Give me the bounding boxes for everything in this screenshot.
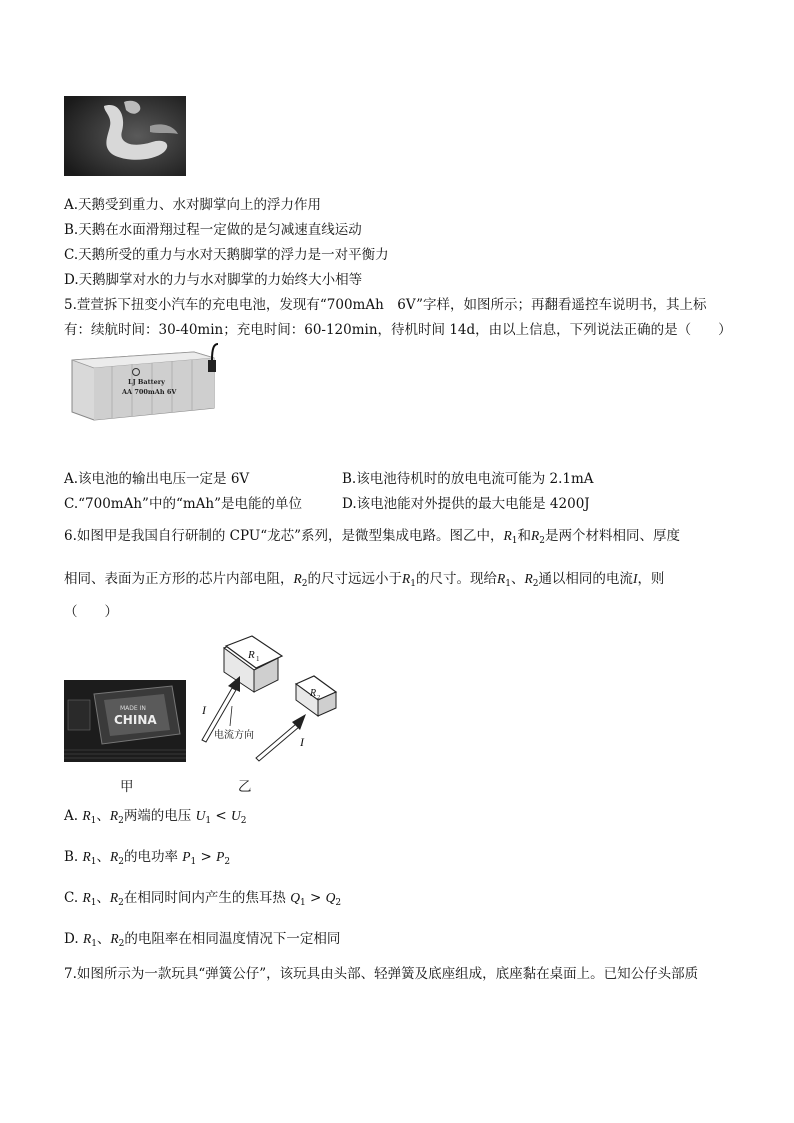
q5-option-b: B.该电池待机时的放电电流可能为 2.1mA (342, 471, 594, 487)
q5-option-d: D.该电池能对外提供的最大电能是 4200J (342, 496, 590, 512)
q6-stem-line2: 相同、表面为正方形的芯片内部电阻，$R_2$的尺寸远远小于$R_1$的尺寸。现给$R_1$、$R_2$通以相同的电流I，则 (64, 571, 665, 589)
svg-text:2: 2 (317, 694, 321, 701)
chip-text-china: CHINA (114, 713, 157, 727)
svg-text:R: R (310, 688, 317, 699)
current-direction-label: 电流方向 (214, 730, 254, 741)
q5-stem-line2: 有：续航时间：30-40min；充电时间：60-120min，待机时间 14d，由以上信息，下列说法正确的是（ ） (64, 322, 732, 338)
svg-text:R: R (248, 649, 255, 661)
q5-stem-line1: 5.萱萱拆下扭变小汽车的充电电池，发现有“700mAh 6V”字样，如图所示；再翻看遥控车说明书，其上标 (64, 297, 707, 313)
q7-stem-line1: 7.如图所示为一款玩具“弹簧公仔”，该玩具由头部、轻弹簧及底座组成，底座黏在桌面上。已知公仔头部质 (64, 966, 699, 982)
q6-option-c: C. $R_1$、$R_2$在相同时间内产生的焦耳热 $Q_1 > Q_2$ (64, 890, 342, 908)
current-label-i1: I (202, 703, 206, 717)
q4-option-d: D.天鹅脚掌对水的力与水对脚掌的力始终大小相等 (64, 272, 363, 288)
battery-label-line2: AA 700mAh 6V (122, 388, 177, 396)
resistor-diagram (196, 628, 366, 768)
current-label-i2: I (300, 735, 304, 749)
battery-photo (64, 338, 224, 430)
q5-option-a: A.该电池的输出电压一定是 6V (64, 471, 250, 487)
chip-text-made-in: MADE IN (120, 705, 146, 712)
current-arrow-r2 (256, 714, 306, 761)
q6-stem-line3: （ ） (64, 604, 118, 620)
caption-jia: 甲 (120, 779, 134, 795)
swan-photo (64, 96, 186, 176)
q4-option-b: B.天鹅在水面滑翔过程一定做的是匀减速直线运动 (64, 222, 362, 238)
q4-option-a: A.天鹅受到重力、水对脚掌向上的浮力作用 (64, 197, 322, 213)
q6-option-d: D. $R_1$、$R_2$的电阻率在相同温度情况下一定相同 (64, 931, 341, 949)
q4-option-c: C.天鹅所受的重力与水对天鹅脚掌的浮力是一对平衡力 (64, 247, 389, 263)
caption-yi: 乙 (238, 779, 252, 795)
svg-text:1: 1 (256, 655, 260, 663)
resistor-r2 (296, 676, 336, 716)
q6-option-b: B. $R_1$、$R_2$的电功率 $P_1 > P_2$ (64, 849, 231, 867)
cpu-chip-photo (64, 680, 186, 762)
q6-option-a: A. $R_1$、$R_2$两端的电压 $U_1 < U_2$ (64, 808, 247, 826)
battery-label-line1: LJ Battery (128, 378, 165, 386)
q6-stem-line1: 6.如图甲是我国自行研制的 CPU“龙芯”系列，是微型集成电路。图乙中，$R_1$和$R_2$是两个材料相同、厚度 (64, 528, 680, 546)
q5-option-c: C.“700mAh”中的“mAh”是电能的单位 (64, 496, 303, 512)
